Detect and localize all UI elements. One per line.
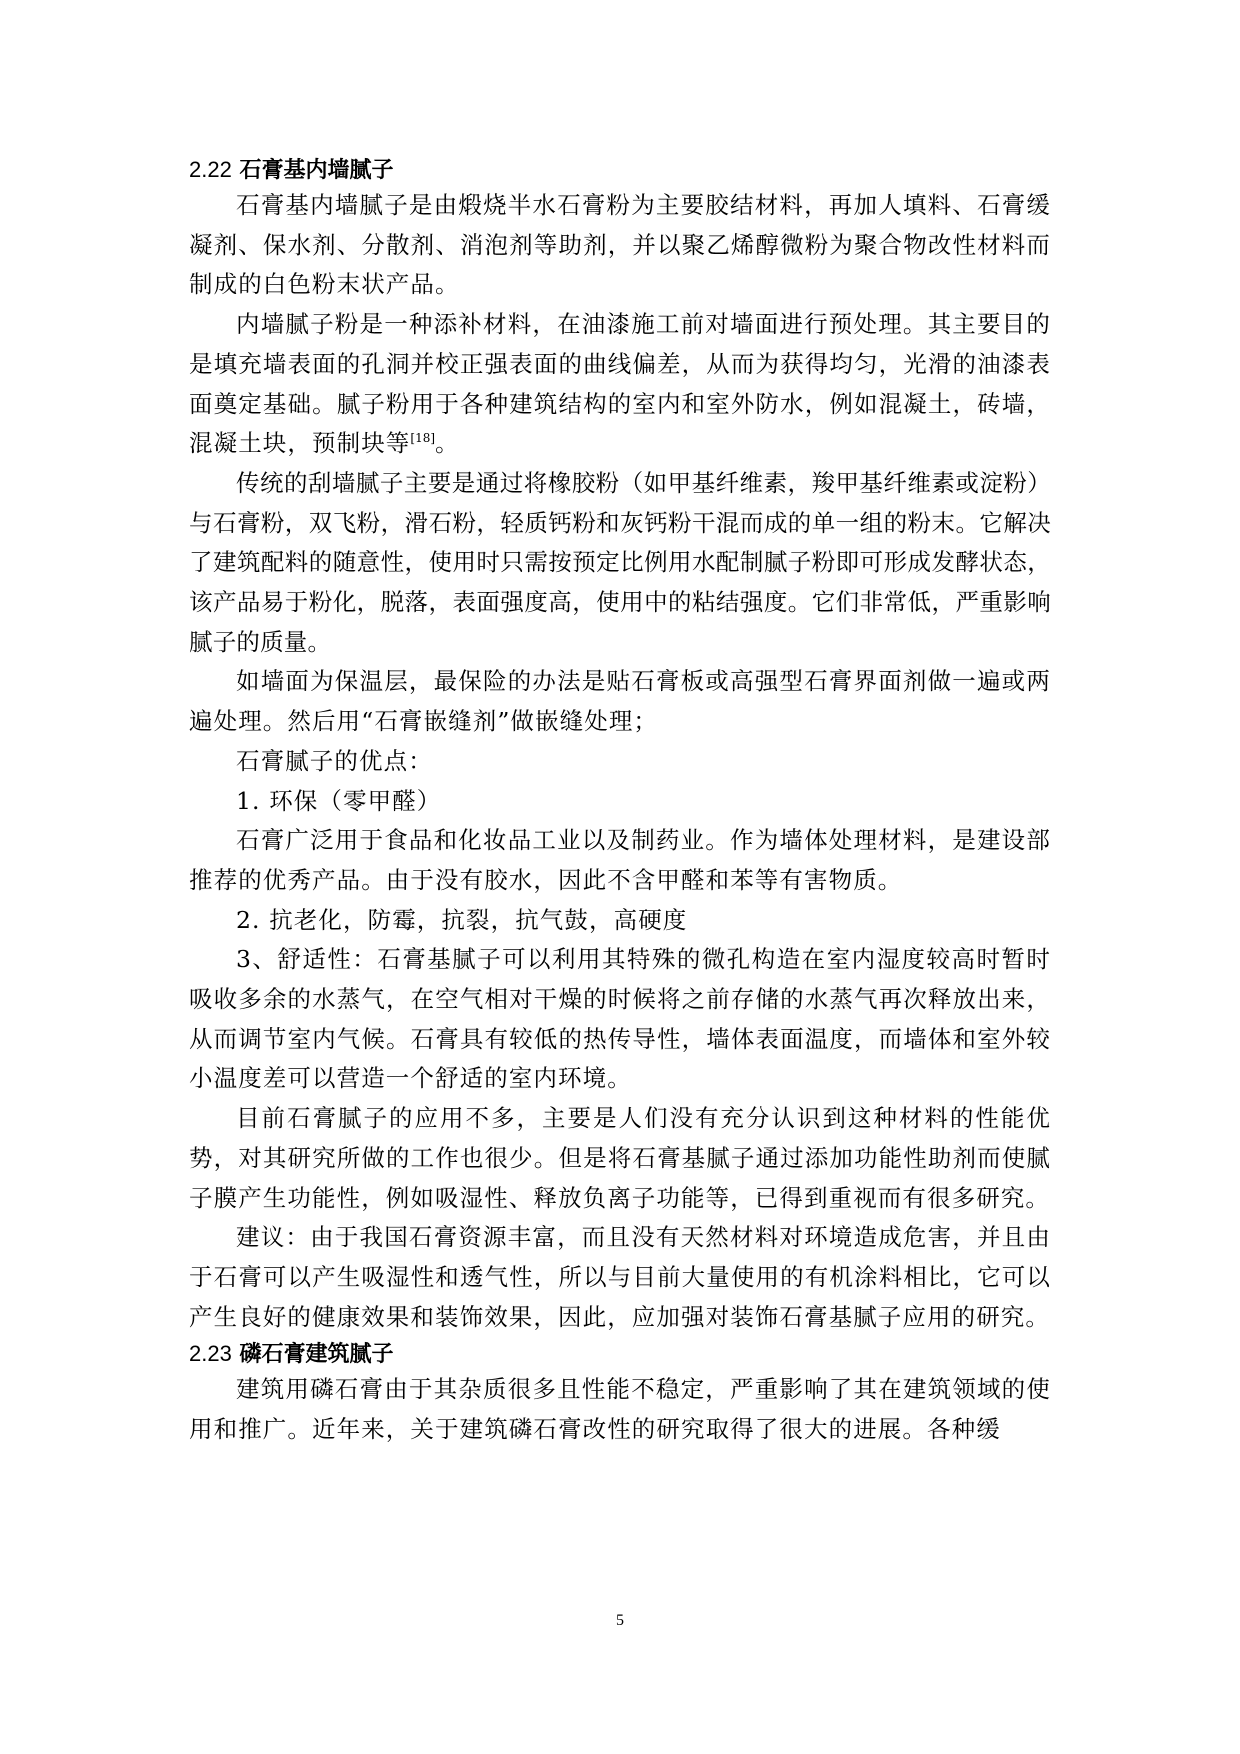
section-number: 2.22 xyxy=(189,157,232,182)
body-paragraph: 石膏腻子的优点： xyxy=(236,746,433,775)
body-paragraph: 石膏广泛用于食品和化妆品工业以及制药业。作为墙体处理材料，是建设部推荐的优秀产品。由于没有胶水，因此不含甲醛和苯等有害物质。 xyxy=(189,826,1051,894)
list-item: 2. 抗老化，防霉，抗裂，抗气鼓，高硬度 xyxy=(236,905,688,934)
body-paragraph: 目前石膏腻子的应用不多，主要是人们没有充分认识到这种材料的性能优势，对其研究所做的工作也很少。但是将石膏基腻子通过添加功能性助剂而使腻子膜产生功能性，例如吸湿性、释放负离子功能等，已得到重视而有很多研究。 xyxy=(189,1104,1051,1212)
body-paragraph-with-citation xyxy=(189,305,1051,464)
body-paragraph: 3、舒适性：石膏基腻子可以利用其特殊的微孔构造在室内湿度较高时暂时吸收多余的水蒸气，在空气相对干燥的时候将之前存储的水蒸气再次释放出来，从而调节室内气候。石膏具有较低的热传导性，墙体表面温度，而墙体和室外较小温度差可以营造一个舒适的室内环境。 xyxy=(189,945,1051,1093)
list-item: 1. 环保（零甲醛） xyxy=(236,786,442,815)
body-paragraph: 建议：由于我国石膏资源丰富，而且没有天然材料对环境造成危害，并且由于石膏可以产生吸湿性和透气性，所以与目前大量使用的有机涂料相比，它可以产生良好的健康效果和装饰效果，因此，应加强对装饰石膏基腻子应用的研究。 xyxy=(189,1223,1051,1331)
paragraph-text: 内墙腻子粉是一种添补材料，在油漆施工前对墙面进行预处理。其主要目的是填充墙表面的孔洞并校正强表面的曲线偏差，从而为获得均匀，光滑的油漆表面奠定基础。腻子粉用于各种建筑结构的室内和室外防水，例如混凝土，砖墙，混凝土块，预制块等 xyxy=(189,310,1051,458)
body-paragraph: 石膏基内墙腻子是由煅烧半水石膏粉为主要胶结材料，再加人填料、石膏缓凝剂、保水剂、分散剂、消泡剂等助剂，并以聚乙烯醇微粉为聚合物改性材料而制成的白色粉末状产品。 xyxy=(189,191,1051,299)
section-title: 石膏基内墙腻子 xyxy=(239,158,394,183)
section-number: 2.23 xyxy=(189,1341,232,1367)
paragraph-end: 。 xyxy=(435,429,460,458)
body-paragraph: 建筑用磷石膏由于其杂质很多且性能不稳定，严重影响了其在建筑领域的使用和推广。近年来，关于建筑磷石膏改性的研究取得了很大的进展。各种缓 xyxy=(189,1375,1051,1444)
document-page xyxy=(189,153,1051,1450)
page-number: 5 xyxy=(616,1612,624,1629)
section-title: 磷石膏建筑腻子 xyxy=(239,1342,394,1368)
section-heading-2-22 xyxy=(189,153,1051,186)
body-paragraph: 传统的刮墙腻子主要是通过将橡胶粉（如甲基纤维素，羧甲基纤维素或淀粉）与石膏粉，双飞粉，滑石粉，轻质钙粉和灰钙粉干混而成的单一组的粉末。它解决了建筑配料的随意性，使用时只需按预定比例用水配制腻子粉即可形成发酵状态，该产品易于粉化，脱落，表面强度高，使用中的粘结强度。它们非常低，严重影响腻子的质量。 xyxy=(189,468,1051,656)
body-paragraph: 如墙面为保温层，最保险的办法是贴石膏板或高强型石膏界面剂做一遍或两遍处理。然后用“石膏嵌缝剂”做嵌缝处理； xyxy=(189,667,1051,736)
citation-reference: [18] xyxy=(410,431,436,446)
section-heading-2-23 xyxy=(189,1337,1051,1370)
